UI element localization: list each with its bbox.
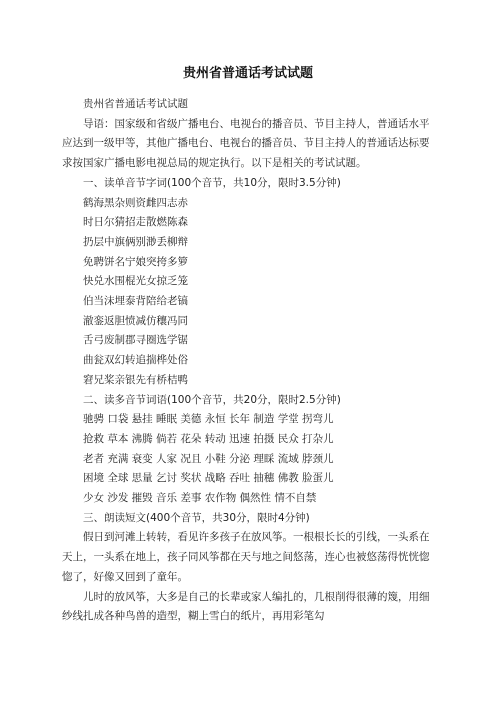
section-heading-multi-syllables: 二、读多音节词语(100个音节，共20分，限时2.5分钟) (83, 393, 341, 406)
section-heading-single-syllables: 一、读单音节字词(100个音节，共10分，限时3.5分钟) (83, 176, 341, 189)
syllable-line: 快兑水围棍光女掠乏笼 (83, 275, 188, 288)
word-line: 困境 全球 思量 乞讨 奖状 战略 吞吐 抽穗 佛教 脸蛋儿 (83, 472, 334, 485)
syllable-line: 舌弓废制郡寻圈选学锯 (83, 334, 188, 347)
syllable-line: 窘兄桨亲银先有桥桔鸭 (83, 373, 188, 386)
reading-paragraph: 儿时的放风筝，大多是自己的长辈或家人编扎的，几根削得很薄的篾，用细纱线扎成各种鸟兽的造型，糊上雪白的纸片，再用彩笔勾 (62, 590, 430, 623)
document-title: 贵州省普通话考试试题 (182, 66, 313, 81)
single-syllable-list (62, 194, 437, 391)
syllable-line: 扔层中旗俩别渺丢柳辩 (83, 235, 188, 248)
word-line: 驰骋 口袋 悬挂 睡眠 美德 永恒 长年 制造 学堂 拐弯儿 (83, 413, 334, 426)
word-line: 抢救 草本 沸腾 倘若 花朵 转动 迅速 拍摄 民众 打杂儿 (83, 432, 334, 445)
intro-paragraph: 导语：国家级和省级广播电台、电视台的播音员、节目主持人，普通话水平应达到一级甲等，其他广播电台、电视台的播音员、节目主持人的普通话达标要求按国家广播电影电视总局的规定执行。以下是相关的考试试题。 (62, 117, 430, 170)
syllable-line: 免聘饼名宁娘突挎多箩 (83, 255, 188, 268)
syllable-line: 澈銮返胆愤减仿穰冯同 (83, 314, 188, 327)
word-line: 少女 沙发 摧毁 音乐 差事 农作物 偶然性 情不自禁 (83, 492, 317, 505)
reading-paragraph: 假日到河滩上转转，看见许多孩子在放风筝。一根根长长的引线，一头系在天上，一头系在地上，孩子同风筝都在天与地之间悠荡，连心也被悠荡得恍恍惚惚了，好像又回到了童年。 (62, 531, 430, 583)
syllable-line: 时日尔猜招走散燃陈森 (83, 216, 188, 229)
syllable-line: 伯当沫埋泰背陪给老镐 (83, 295, 188, 308)
syllable-line: 鹤海黑杂则资雌四志赤 (83, 196, 188, 209)
multi-syllable-list (62, 410, 437, 509)
word-line: 老者 充满 衰变 人家 况且 小鞋 分泌 理睬 流域 脖颈儿 (83, 452, 334, 465)
subtitle-paragraph: 贵州省普通话考试试题 (83, 98, 188, 110)
document-body (62, 95, 437, 627)
syllable-line: 曲瓮双幻转追揣桦处俗 (83, 354, 188, 367)
section-heading-reading: 三、朗读短文(400个音节，共30分，限时4分钟) (83, 511, 310, 524)
